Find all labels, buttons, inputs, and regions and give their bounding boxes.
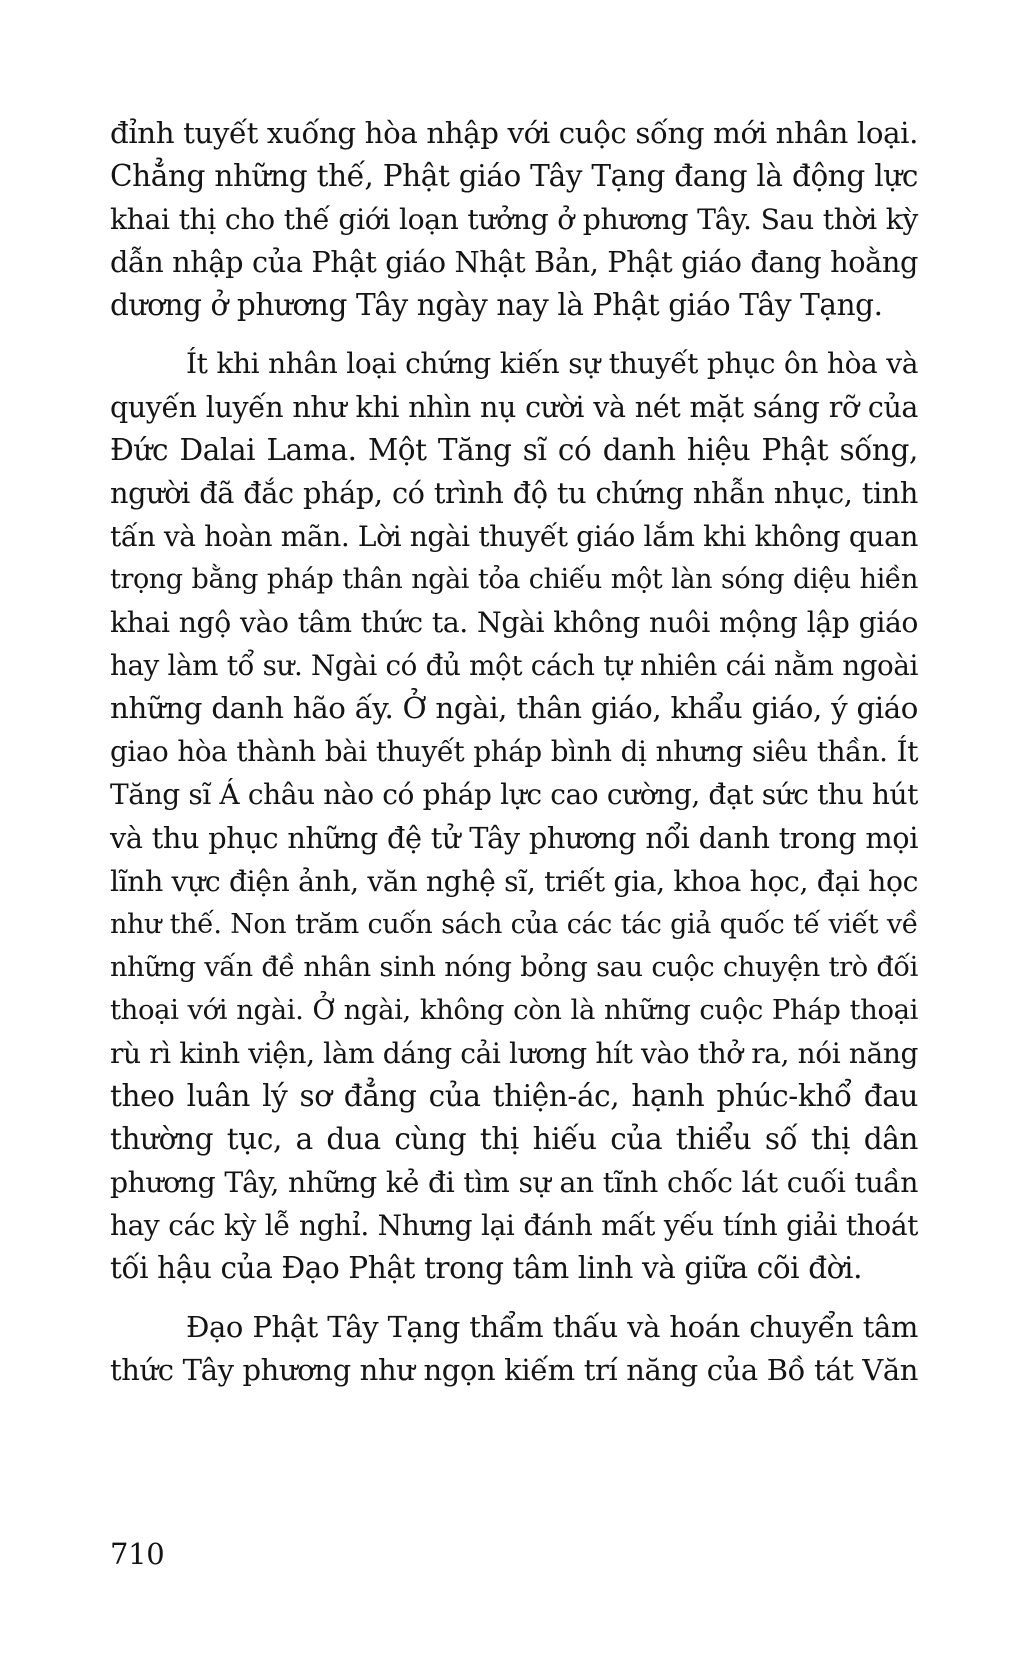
text-line: khai thị cho thế giới loạn tưởng ở phương Tây. Sau thời kỳ <box>110 203 918 237</box>
text-line: thức Tây phương như ngọn kiếm trí năng của Bồ tát Văn <box>110 1352 918 1387</box>
text-line: dẫn nhập của Phật giáo Nhật Bản, Phật giáo đang hoằng <box>110 245 918 280</box>
text-line: thoại với ngài. Ở ngài, không còn là những cuộc Pháp thoại <box>110 993 918 1026</box>
paragraph-gap <box>110 327 918 342</box>
paragraph-3 <box>110 1306 918 1392</box>
page-number: 710 <box>110 1537 165 1571</box>
text-line: quyến luyến như khi nhìn nụ cười và nét mặt sáng rỡ của <box>110 390 918 424</box>
text-line: Tăng sĩ Á châu nào có pháp lực cao cường, đạt sức thu hút <box>110 778 918 812</box>
text-line: lĩnh vực điện ảnh, văn nghệ sĩ, triết gia, khoa học, đại học <box>110 864 918 898</box>
text-line: rù rì kinh viện, làm dáng cải lương hít vào thở ra, nói năng <box>110 1036 918 1070</box>
paragraph-1 <box>110 112 918 327</box>
text-line: Ít khi nhân loại chứng kiến sự thuyết phục ôn hòa và <box>186 347 918 381</box>
text-line: giao hòa thành bài thuyết pháp bình dị nhưng siêu thần. Ít <box>110 735 918 769</box>
text-line: hay làm tổ sư. Ngài có đủ một cách tự nhiên cái nằm ngoài <box>110 649 918 683</box>
text-line: những danh hão ấy. Ở ngài, thân giáo, khẩu giáo, ý giáo <box>110 691 918 726</box>
text-line: tối hậu của Đạo Phật trong tâm linh và giữa cõi đời. <box>110 1251 863 1286</box>
page-body <box>110 112 918 1392</box>
text-line: như thế. Non trăm cuốn sách của các tác giả quốc tế viết về <box>110 908 918 940</box>
text-line: những vấn đề nhân sinh nóng bỏng sau cuộc chuyện trò đối <box>110 951 918 983</box>
paragraph-gap <box>110 1291 918 1306</box>
text-line: Chẳng những thế, Phật giáo Tây Tạng đang là động lực <box>110 159 918 194</box>
text-line: khai ngộ vào tâm thức ta. Ngài không nuôi mộng lập giáo <box>110 606 918 640</box>
text-line: trọng bằng pháp thân ngài tỏa chiếu một làn sóng diệu hiền <box>110 563 918 595</box>
paragraph-2 <box>110 342 918 1290</box>
text-line: người đã đắc pháp, có trình độ tu chứng nhẫn nhục, tinh <box>110 475 918 510</box>
text-line: và thu phục những đệ tử Tây phương nổi danh trong mọi <box>110 820 918 855</box>
text-line: phương Tây, những kẻ đi tìm sự an tĩnh chốc lát cuối tuần <box>110 1166 918 1200</box>
text-line: đỉnh tuyết xuống hòa nhập với cuộc sống mới nhân loại. <box>110 116 918 150</box>
text-line: hay các kỳ lễ nghỉ. Nhưng lại đánh mất yếu tính giải thoát <box>110 1209 918 1243</box>
text-line: Đạo Phật Tây Tạng thẩm thấu và hoán chuyển tâm <box>186 1309 918 1344</box>
text-line: thường tục, a dua cùng thị hiếu của thiểu số thị dân <box>110 1122 918 1157</box>
text-line: tấn và hoàn mãn. Lời ngài thuyết giáo lắm khi không quan <box>110 519 918 553</box>
text-line: Đức Dalai Lama. Một Tăng sĩ có danh hiệu Phật sống, <box>110 432 918 467</box>
text-line: dương ở phương Tây ngày nay là Phật giáo Tây Tạng. <box>110 288 883 323</box>
text-line: theo luân lý sơ đẳng của thiện-ác, hạnh phúc-khổ đau <box>110 1079 918 1114</box>
